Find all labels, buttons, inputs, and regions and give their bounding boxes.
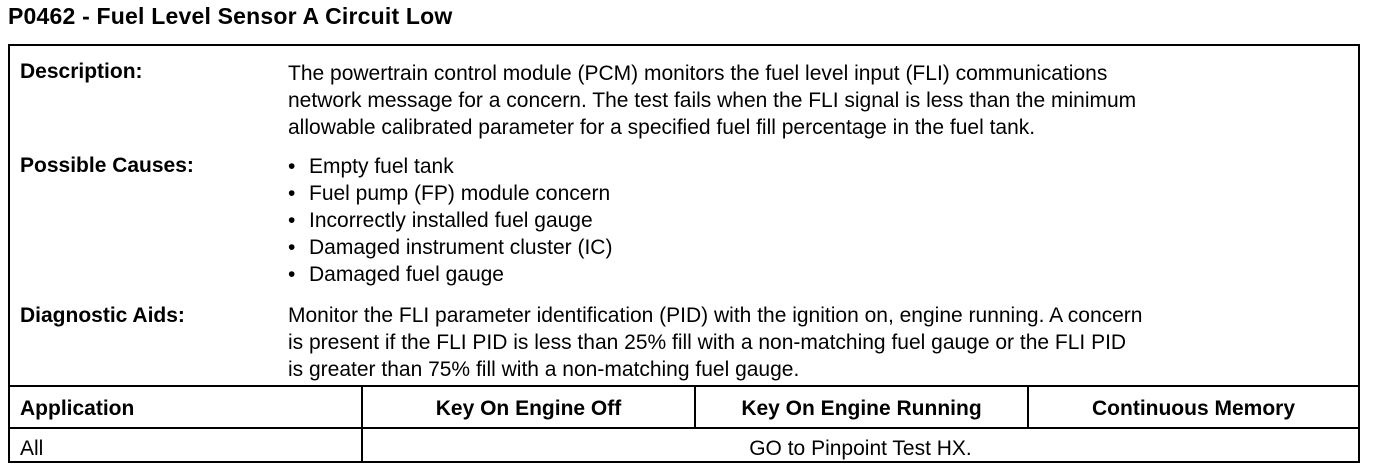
table-row-divider [10,427,1358,429]
description-line: allowable calibrated parameter for a specified fuel fill percentage in the fuel tank. [288,116,1036,139]
diagnostic-aids-line: is present if the FLI PID is less than 25% fill with a non-matching fuel gauge or the FLI PID [288,331,1127,354]
cell-pinpoint-test-instruction: GO to Pinpoint Test HX. [749,437,972,460]
cause-text: Empty fuel tank [309,155,454,178]
cause-text: Incorrectly installed fuel gauge [309,209,593,232]
list-item [288,180,612,207]
list-item [288,207,612,234]
header-application: Application [20,397,135,420]
header-continuous-memory: Continuous Memory [1092,397,1295,420]
bullet-icon: • [288,209,296,232]
header-key-on-engine-off: Key On Engine Off [435,397,622,420]
cause-text: Fuel pump (FP) module concern [309,182,611,205]
cause-text: Damaged instrument cluster (IC) [309,236,613,259]
list-item [288,261,612,288]
list-item [288,153,612,180]
description-line: The powertrain control module (PCM) monitors the fuel level input (FLI) communications [288,62,1108,85]
bullet-icon: • [288,155,296,178]
bullet-icon: • [288,182,296,205]
description-text [288,60,1350,141]
page-title: P0462 - Fuel Level Sensor A Circuit Low [8,3,453,29]
possible-causes-list [288,153,612,288]
diagnostic-aids-line: Monitor the FLI parameter identification (PID) with the ignition on, engine running. A concern [288,304,1143,327]
bullet-icon: • [288,236,296,259]
list-item [288,234,612,261]
description-label: Description: [20,60,143,83]
diagnostic-aids-text [288,302,1350,383]
table-top-divider [10,385,1358,387]
cell-application-value: All [20,437,44,460]
cause-text: Damaged fuel gauge [309,263,504,286]
header-key-on-engine-running: Key On Engine Running [741,397,982,420]
bullet-icon: • [288,263,296,286]
diagnostic-aids-line: is greater than 75% fill with a non-matching fuel gauge. [288,358,800,381]
description-line: network message for a concern. The test fails when the FLI signal is less than the minimum [288,89,1137,112]
diagnostic-aids-label: Diagnostic Aids: [20,304,185,327]
dtc-info-box [8,44,1360,463]
possible-causes-label: Possible Causes: [20,154,194,177]
